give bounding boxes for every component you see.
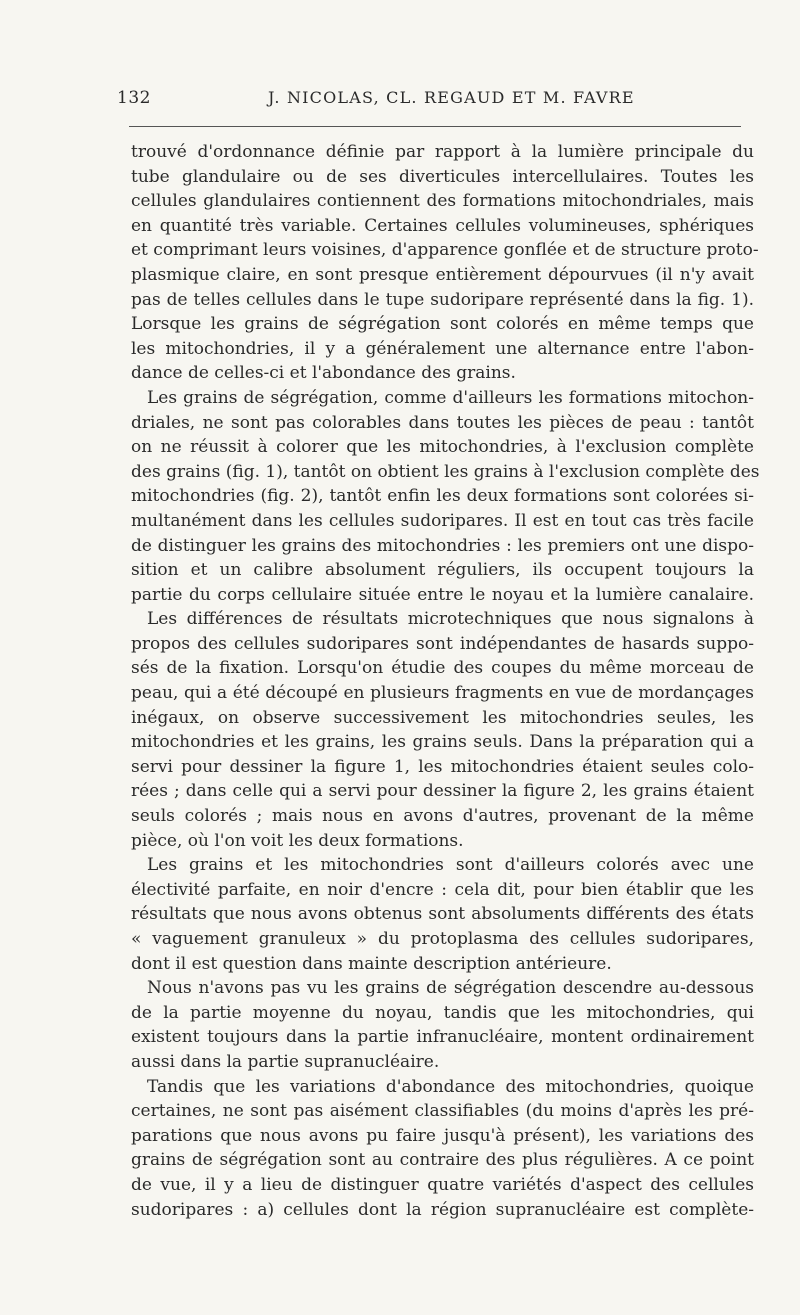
- text-line: de la partie moyenne du noyau, tandis que les mitochondries, qui: [131, 1002, 754, 1023]
- text-line: Tandis que les variations d'abondance des mitochondries, quoique: [147, 1076, 754, 1097]
- text-line: mitochondries (fig. 2), tantôt enfin les deux formations sont colorées si-: [131, 486, 754, 507]
- text-line: de distinguer les grains des mitochondries : les premiers ont une dispo-: [131, 535, 754, 556]
- header-rule: [129, 126, 741, 127]
- text-line: de vue, il y a lieu de distinguer quatre variétés d'aspect des cellules: [131, 1174, 754, 1195]
- text-line: Les différences de résultats microtechniques que nous signalons à: [147, 609, 754, 630]
- page-number: 132: [117, 88, 151, 108]
- text-line: partie du corps cellulaire située entre le noyau et la lumière canalaire.: [131, 584, 754, 605]
- text-line: existent toujours dans la partie infranucléaire, montent ordinairement: [131, 1027, 754, 1048]
- text-line: sudoripares : a) cellules dont la région supranucléaire est complète-: [131, 1199, 754, 1220]
- text-line: en quantité très variable. Certaines cellules volumineuses, sphériques: [131, 215, 754, 236]
- text-line: inégaux, on observe successivement les mitochondries seules, les: [131, 707, 754, 728]
- text-line: dance de celles-ci et l'abondance des grains.: [131, 363, 516, 384]
- text-line: pièce, où l'on voit les deux formations.: [131, 830, 464, 851]
- text-line: aussi dans la partie supranucléaire.: [131, 1051, 440, 1072]
- text-line: parations que nous avons pu faire jusqu'à présent), les variations des: [131, 1125, 754, 1146]
- text-line: seuls colorés ; mais nous en avons d'autres, provenant de la même: [131, 806, 754, 827]
- text-line: multanément dans les cellules sudoripares. Il est en tout cas très facile: [131, 510, 754, 531]
- text-line: propos des cellules sudoripares sont indépendantes de hasards suppo-: [131, 633, 754, 654]
- text-line: cellules glandulaires contiennent des formations mitochondriales, mais: [131, 191, 754, 212]
- text-line: électivité parfaite, en noir d'encre : cela dit, pour bien établir que les: [131, 879, 754, 900]
- text-line: on ne réussit à colorer que les mitochondries, à l'exclusion complète: [131, 437, 754, 458]
- text-line: certaines, ne sont pas aisément classifiables (du moins d'après les pré-: [131, 1101, 754, 1122]
- text-line: dont il est question dans mainte description antérieure.: [131, 953, 612, 974]
- text-line: servi pour dessiner la figure 1, les mitochondries étaient seules colo-: [131, 756, 754, 777]
- running-head: J. NICOLAS, CL. REGAUD ET M. FAVRE: [268, 88, 635, 107]
- text-line: sition et un calibre absolument réguliers, ils occupent toujours la: [131, 560, 754, 581]
- text-line: trouvé d'ordonnance définie par rapport à la lumière principale du: [131, 142, 754, 162]
- text-line: driales, ne sont pas colorables dans toutes les pièces de peau : tantôt: [131, 412, 754, 433]
- text-line: Les grains et les mitochondries sont d'ailleurs colorés avec une: [147, 855, 754, 876]
- text-line: Nous n'avons pas vu les grains de ségrégation descendre au-dessous: [147, 978, 754, 999]
- text-line: peau, qui a été découpé en plusieurs fragments en vue de mordançages: [131, 683, 754, 704]
- text-line: pas de telles cellules dans le tupe sudoripare représenté dans la fig. 1).: [131, 289, 754, 310]
- text-line: des grains (fig. 1), tantôt on obtient les grains à l'exclusion complète des: [131, 461, 760, 482]
- text-line: grains de ségrégation sont au contraire des plus régulières. A ce point: [131, 1150, 754, 1171]
- body-text: [131, 140, 760, 1222]
- text-line: sés de la fixation. Lorsqu'on étudie des coupes du même morceau de: [131, 658, 754, 679]
- text-line: rées ; dans celle qui a servi pour dessiner la figure 2, les grains étaient: [131, 781, 754, 802]
- text-line: Les grains de ségrégation, comme d'ailleurs les formations mitochon-: [147, 387, 754, 408]
- text-line: Lorsque les grains de ségrégation sont colorés en même temps que: [131, 314, 754, 335]
- text-line: « vaguement granuleux » du protoplasma des cellules sudoripares,: [131, 929, 754, 949]
- text-line: résultats que nous avons obtenus sont absoluments différents des états: [131, 904, 754, 925]
- text-line: les mitochondries, il y a généralement une alternance entre l'abon-: [131, 338, 754, 359]
- text-line: tube glandulaire ou de ses diverticules intercellulaires. Toutes les: [131, 166, 754, 187]
- text-line: plasmique claire, en sont presque entièrement dépourvues (il n'y avait: [131, 264, 754, 285]
- text-line: mitochondries et les grains, les grains seuls. Dans la préparation qui a: [131, 732, 754, 753]
- text-line: et comprimant leurs voisines, d'apparence gonflée et de structure proto-: [131, 240, 759, 261]
